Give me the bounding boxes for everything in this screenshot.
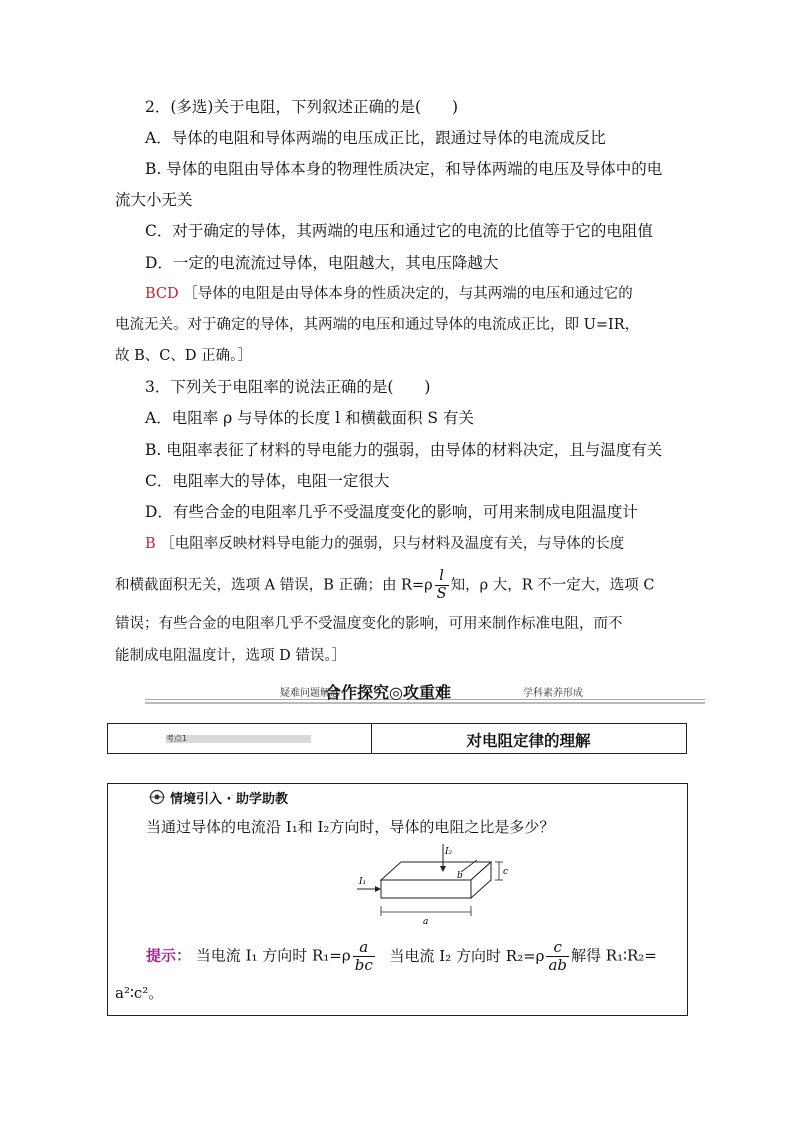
- hint-part1: 当电流 I₁ 方向时 R₁=ρ: [195, 946, 351, 965]
- scenario-icon: [148, 789, 166, 805]
- hint-line2: a²∶c²。: [115, 984, 164, 1002]
- q3-option-b: B. 电阻率表征了材料的导电能力的强弱，由导体的材料决定，且与温度有关: [145, 441, 663, 459]
- q3-explanation-line4: 能制成电阻温度计，选项 D 错误。］: [115, 648, 347, 664]
- hint-label: 提示：: [146, 946, 192, 965]
- q3-answer: B: [145, 536, 156, 552]
- q3-option-d: D．有些合金的电阻率几乎不受温度变化的影响，可用来制成电阻温度计: [145, 503, 638, 521]
- hint-fraction-a-over-bc: [353, 939, 375, 974]
- hint-fraction-c-over-ab: [546, 939, 569, 974]
- q2-option-b-line1: B. 导体的电阻由导体本身的物理性质决定，和导体两端的电压及导体中的电: [145, 160, 663, 178]
- q3-explanation-line1: [145, 534, 624, 554]
- q3-option-a: A．电阻率 ρ 与导体的长度 l 和横截面积 S 有关: [145, 409, 474, 427]
- q3-stem: 3．下列关于电阻率的说法正确的是( ): [145, 378, 431, 396]
- hint-f1-den: bc: [354, 956, 373, 974]
- hint-f2-num: c: [546, 939, 569, 957]
- hint-line1: [146, 939, 657, 974]
- q3-explanation-line3: 错误；有些合金的电阻率几乎不受温度变化的影响，可用来制作标准电阻，而不: [115, 616, 623, 632]
- q2-explanation-line1: [145, 284, 633, 304]
- q3-explanation-line2: [115, 568, 654, 603]
- hint-f1-num: a: [353, 939, 375, 957]
- hint-part2: 当电流 I₂ 方向时 R₂=ρ: [389, 946, 545, 965]
- banner-left-text: 疑难问题解惑: [280, 688, 340, 699]
- q2-stem: 2．(多选)关于电阻，下列叙述正确的是( ): [145, 98, 459, 116]
- fig-label-a: a: [423, 917, 429, 927]
- fig-label-c: c: [503, 867, 509, 877]
- q2-explanation-line2: 电流无关。对于确定的导体，其两端的电压和通过导体的电流成正比，即 U=IR，: [115, 317, 640, 333]
- banner-title: 合作探究◎攻重难: [325, 683, 451, 702]
- fig-label-i2: I₂: [445, 847, 453, 857]
- conductor-figure: [353, 842, 513, 928]
- hint-f2-den: ab: [548, 956, 568, 974]
- scenario-question: 当通过导体的电流沿 I₁和 I₂方向时，导体的电阻之比是多少？: [146, 818, 555, 836]
- q2-option-c: C．对于确定的导体，其两端的电压和通过它的电流的比值等于它的电阻值: [145, 222, 653, 240]
- topic-tag: [166, 735, 311, 743]
- q3-fraction-l-over-s: [435, 568, 449, 603]
- q2-option-d: D．一定的电流流过导体，电阻越大，其电压降越大: [145, 254, 499, 272]
- q3-frac-den: S: [436, 586, 447, 602]
- topic-title: 对电阻定律的理解: [466, 731, 591, 750]
- q2-option-a: A．导体的电阻和导体两端的电压成正比，跟通过导体的电流成反比: [145, 129, 606, 147]
- fig-label-b: b: [457, 871, 463, 881]
- topic-tag-text: 考点1: [166, 734, 188, 743]
- section-banner: [145, 680, 705, 706]
- q2-option-b-line2: 流大小无关: [115, 191, 193, 209]
- topic-table: [107, 723, 687, 754]
- q3-option-c: C．电阻率大的导体，电阻一定很大: [145, 472, 390, 490]
- hint-part3: 解得 R₁∶R₂=: [571, 946, 657, 965]
- fig-label-i1: I₁: [359, 877, 367, 887]
- q2-explanation-line3: 故 B、C、D 正确。］: [115, 348, 252, 364]
- banner-right-text: 学科素养形成: [523, 688, 583, 699]
- q2-answer: BCD: [145, 286, 179, 302]
- q2-exp1: ［导体的电阻是由导体本身的性质决定的，与其两端的电压和通过它的: [183, 286, 633, 302]
- scenario-box: [107, 783, 688, 1016]
- q3-exp1: ［电阻率反映材料导电能力的强弱，只与材料及温度有关，与导体的长度: [160, 536, 625, 552]
- q3-exp2b: 知，ρ 大，R 不一定大，选项 C: [450, 577, 655, 594]
- q3-exp2a: 和横截面积无关，选项 A 错误，B 正确；由 R=ρ: [115, 577, 433, 594]
- scenario-header: 情境引入 · 助学助教: [170, 792, 288, 807]
- q3-frac-num: l: [435, 568, 449, 586]
